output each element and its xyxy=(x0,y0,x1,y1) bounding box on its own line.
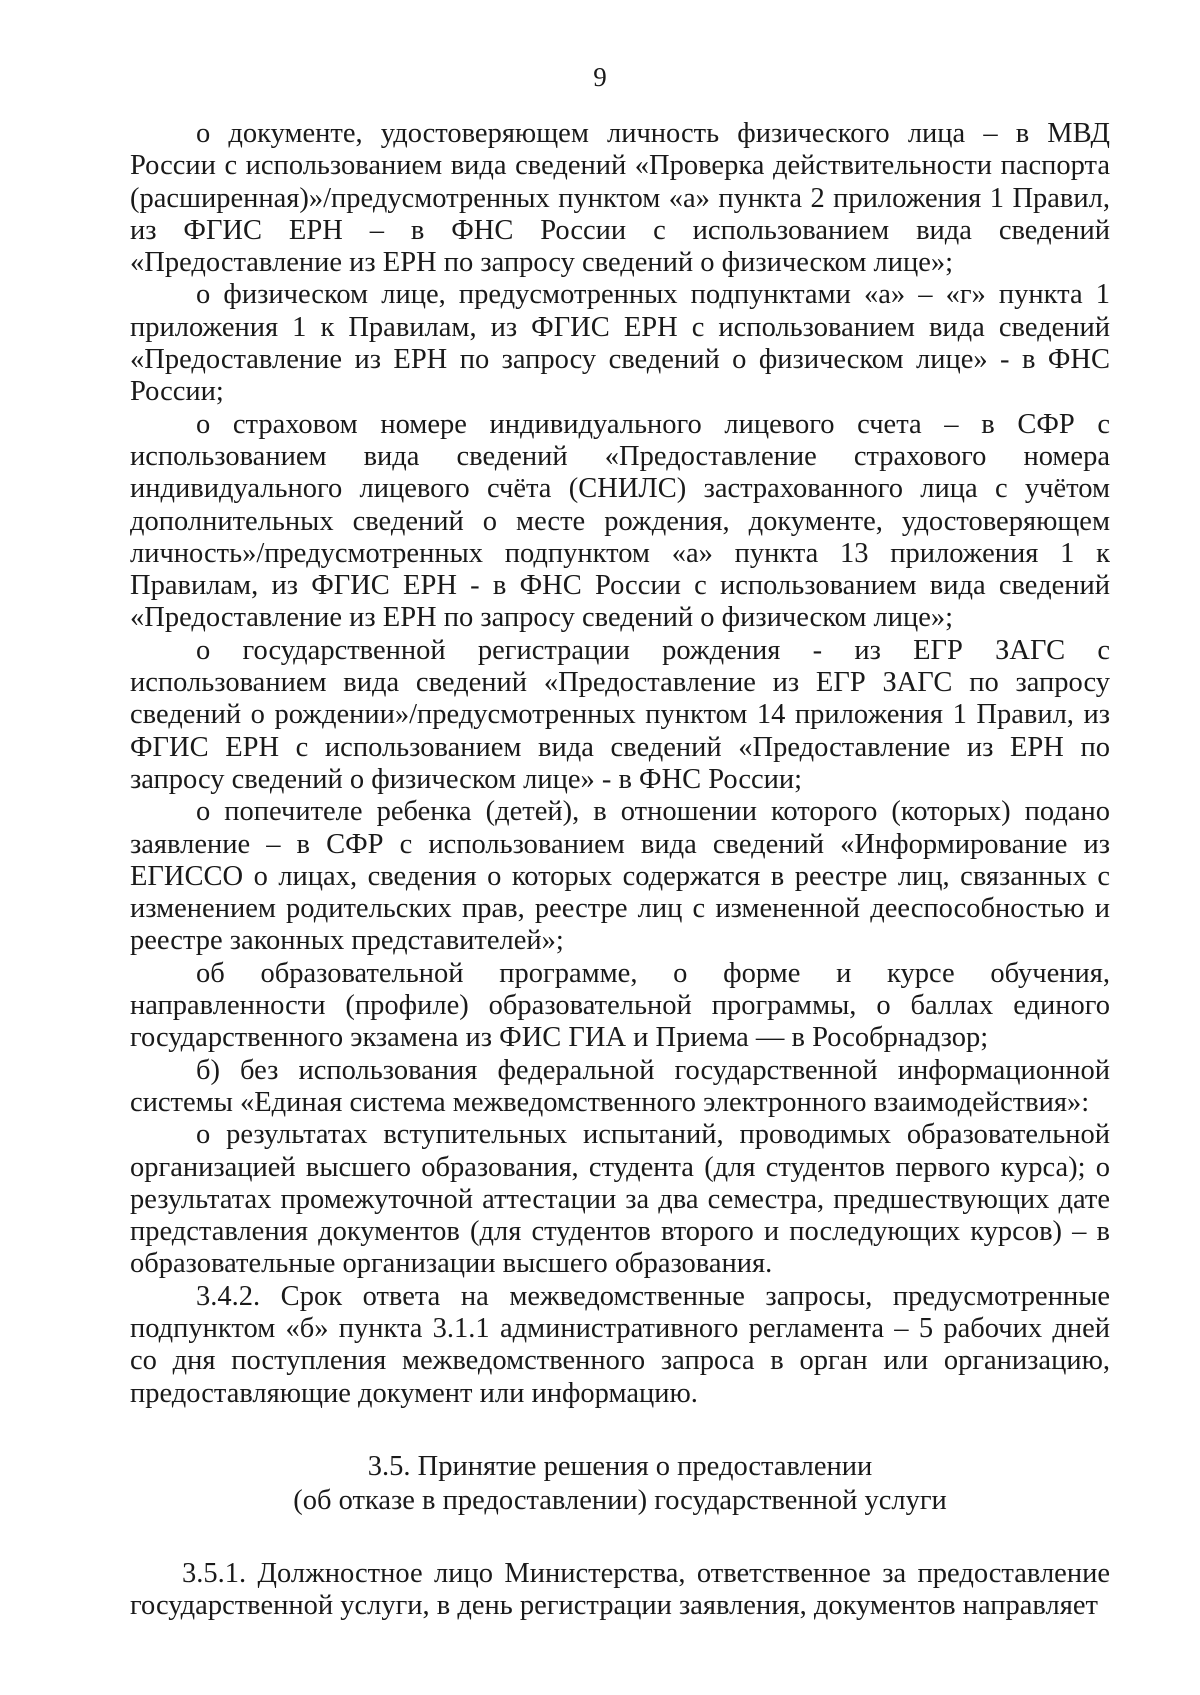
paragraph-official-decision: 3.5.1. Должностное лицо Министерства, ответственное за предоставление государственной услуги, в день регистрации заявления, документов направляет xyxy=(130,1557,1110,1622)
document-body xyxy=(130,118,1110,1622)
paragraph-passport-info: о документе, удостоверяющем личность физического лица – в МВД России с использованием вида сведений «Проверка действительности паспорта (расширенная)»/предусмотренных пунктом «а» пункта 2 приложения 1 Правил, из ФГИС ЕРН – в ФНС России с использованием вида сведений «Предоставление из ЕРН по запросу сведений о физическом лице»; xyxy=(130,118,1110,279)
paragraph-person-info: о физическом лице, предусмотренных подпунктами «а» – «г» пункта 1 приложения 1 к Правилам, из ФГИС ЕРН с использованием вида сведений «Предоставление из ЕРН по запросу сведений о физическом лице» - в ФНС России; xyxy=(130,279,1110,408)
paragraph-birth-registration: о государственной регистрации рождения - из ЕГР ЗАГС с использованием вида сведений «Предоставление из ЕГР ЗАГС по запросу сведений о рождении»/предусмотренных пунктом 14 приложения 1 Правил, из ФГИС ЕРН с использованием вида сведений «Предоставление из ЕРН по запросу сведений о физическом лице» - в ФНС России; xyxy=(130,634,1110,795)
section-heading xyxy=(130,1450,1110,1518)
page-number: 9 xyxy=(593,62,607,92)
paragraph-guardian-info: о попечителе ребенка (детей), в отношении которого (которых) подано заявление – в СФР с использованием вида сведений «Информирование из ЕГИССО о лицах, сведения о которых содержатся в реестре лиц, связанных с изменением родительских прав, реестре лиц с измененной дееспособностью и реестре законных представителей»; xyxy=(130,796,1110,957)
paragraph-without-smev: б) без использования федеральной государственной информационной системы «Единая система межведомственного электронного взаимодействия»: xyxy=(130,1054,1110,1118)
paragraph-education-program: об образовательной программе, о форме и курсе обучения, направленности (профиле) образовательной программы, о баллах единого государственного экзамена из ФИС ГИА и Приема — в Рособрнадзор; xyxy=(130,957,1110,1054)
paragraph-snils-info: о страховом номере индивидуального лицевого счета – в СФР с использованием вида сведений «Предоставление страхового номера индивидуального лицевого счёта (СНИЛС) застрахованного лица с учётом дополнительных сведений о месте рождения, документе, удостоверяющем личность»/предусмотренных подпунктом «а» пункта 13 приложения 1 к Правилам, из ФГИС ЕРН - в ФНС России с использованием вида сведений «Предоставление из ЕРН по запросу сведений о физическом лице»; xyxy=(130,408,1110,634)
paragraph-response-deadline: 3.4.2. Срок ответа на межведомственные запросы, предусмотренные подпунктом «б» пункта 3.1.1 административного регламента – 5 рабочих дней со дня поступления межведомственного запроса в орган или организацию, предоставляющие документ или информацию. xyxy=(130,1280,1110,1409)
section-heading-line-2: (об отказе в предоставлении) государственной услуги xyxy=(293,1484,947,1516)
section-heading-line-1: 3.5. Принятие решения о предоставлении xyxy=(367,1450,873,1482)
paragraph-exam-results: о результатах вступительных испытаний, проводимых образовательной организацией высшего образования, студента (для студентов первого курса); о результатах промежуточной аттестации за два семестра, предшествующих дате представления документов (для студентов второго и последующих курсов) – в образовательные организации высшего образования. xyxy=(130,1119,1110,1280)
